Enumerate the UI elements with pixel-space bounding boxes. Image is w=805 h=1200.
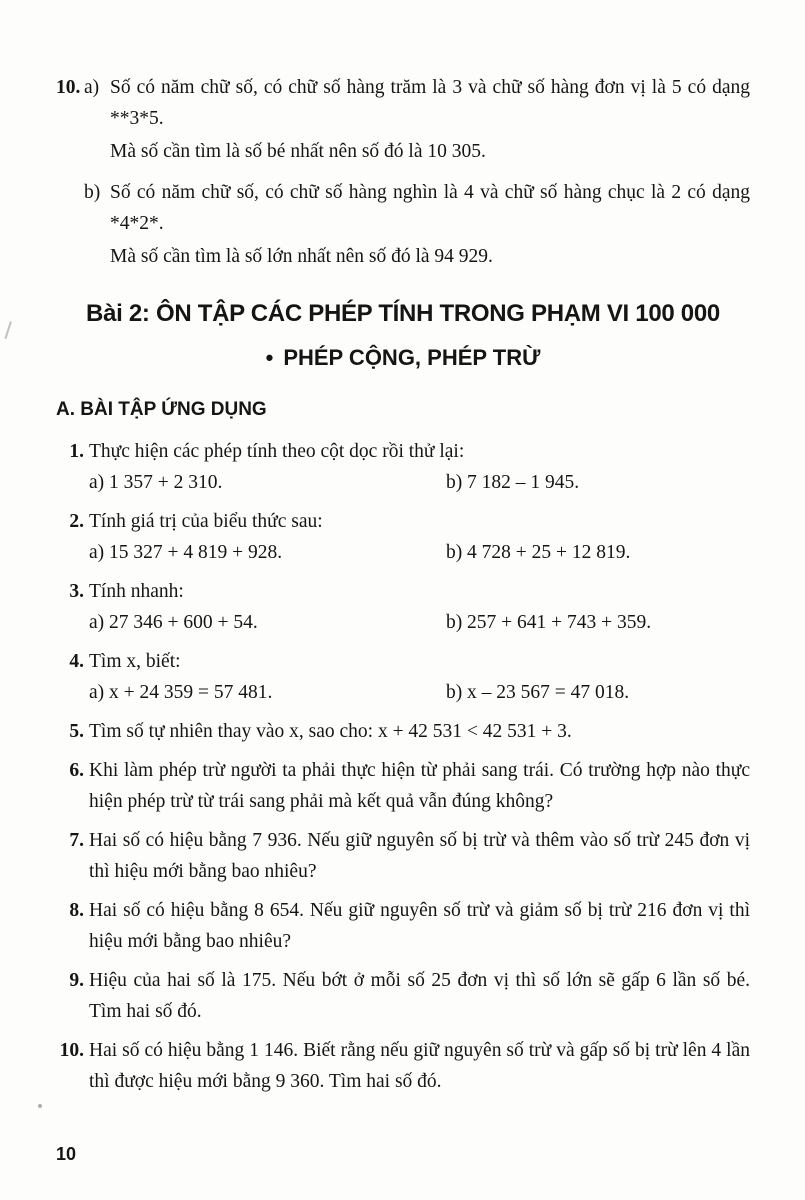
solution-part-b-note: Mà số cần tìm là số lớn nhất nên số đó là 94 929.	[110, 246, 493, 267]
exercise-4-part-b: b) x – 23 567 = 47 018.	[445, 682, 630, 703]
exercise-2-number: 2.	[69, 511, 84, 532]
exercise-5-stem: Tìm số tự nhiên thay vào x, sao cho: x + 42 531 < 42 531 + 3.	[89, 721, 572, 742]
exercise-3-part-a: a) 27 346 + 600 + 54.	[89, 612, 258, 633]
solution-part-a-label: a)	[84, 77, 100, 98]
exercise-6-stem: Khi làm phép trừ người ta phải thực hiện từ phải sang trái. Có trường hợp nào thực hiện phép trừ từ trái sang phải mà kết quả vẫn đúng không?	[89, 760, 750, 812]
exercise-6-number: 6.	[69, 760, 84, 781]
exercise-8-number: 8.	[69, 900, 84, 921]
bullet-icon: •	[265, 345, 274, 370]
exercise-5-number: 5.	[69, 721, 84, 742]
page-number: 10	[56, 1144, 77, 1164]
solution-number: 10.	[56, 77, 81, 98]
solution-part-a-note: Mà số cần tìm là số bé nhất nên số đó là 10 305.	[110, 141, 486, 162]
exercise-10-number: 10.	[59, 1040, 84, 1061]
exercise-9-number: 9.	[69, 970, 84, 991]
solution-part-b-label: b)	[84, 182, 101, 203]
lesson-subtitle	[56, 342, 750, 374]
exercise-1-number: 1.	[69, 441, 84, 462]
exercise-6	[56, 755, 750, 817]
exercise-4-number: 4.	[69, 651, 84, 672]
solution-block	[56, 72, 750, 272]
exercise-8	[56, 895, 750, 957]
exercise-3-part-b: b) 257 + 641 + 743 + 359.	[445, 612, 652, 633]
lesson-subtitle-text: PHÉP CỘNG, PHÉP TRỪ	[283, 345, 541, 370]
exercise-2	[56, 506, 750, 568]
exercise-8-stem: Hai số có hiệu bằng 8 654. Nếu giữ nguyên số trừ và giảm số bị trừ 216 đơn vị thì hiệu mới bằng bao nhiêu?	[89, 900, 750, 952]
solution-part-a-text: Số có năm chữ số, có chữ số hàng trăm là 3 và chữ số hàng đơn vị là 5 có dạng **3*5.	[110, 77, 750, 129]
scan-artifact-dot	[38, 1104, 42, 1108]
solution-part-b-text: Số có năm chữ số, có chữ số hàng nghìn là 4 và chữ số hàng chục là 2 có dạng *4*2*.	[110, 182, 750, 234]
solution-part-b	[56, 177, 750, 272]
exercise-7-number: 7.	[69, 830, 84, 851]
exercise-4-stem: Tìm x, biết:	[89, 651, 181, 672]
exercise-10-stem: Hai số có hiệu bằng 1 146. Biết rằng nếu giữ nguyên số trừ và gấp số bị trừ lên 4 lần thì được hiệu mới bằng 9 360. Tìm hai số đó.	[89, 1040, 750, 1092]
exercise-3-number: 3.	[69, 581, 84, 602]
exercise-3-stem: Tính nhanh:	[89, 581, 184, 602]
exercise-9	[56, 965, 750, 1027]
exercise-3	[56, 576, 750, 638]
exercise-7	[56, 825, 750, 887]
solution-number-spacer	[56, 177, 84, 272]
exercise-10	[56, 1035, 750, 1097]
exercise-4	[56, 646, 750, 708]
solution-part-a	[56, 72, 750, 167]
exercise-1-part-a: a) 1 357 + 2 310.	[89, 472, 223, 493]
exercise-2-part-a: a) 15 327 + 4 819 + 928.	[89, 542, 283, 563]
exercise-2-stem: Tính giá trị của biểu thức sau:	[89, 511, 323, 532]
exercise-1	[56, 436, 750, 498]
lesson-title: Bài 2: ÔN TẬP CÁC PHÉP TÍNH TRONG PHẠM VI 100 000	[86, 300, 720, 327]
scan-artifact-mark	[4, 321, 17, 341]
exercise-5	[56, 716, 750, 747]
section-a-title: A. BÀI TẬP ỨNG DỤNG	[56, 399, 267, 420]
exercise-2-part-b: b) 4 728 + 25 + 12 819.	[445, 542, 631, 563]
exercise-9-stem: Hiệu của hai số là 175. Nếu bớt ở mỗi số 25 đơn vị thì số lớn sẽ gấp 6 lần số bé. Tìm hai số đó.	[89, 970, 750, 1022]
exercise-4-part-a: a) x + 24 359 = 57 481.	[89, 682, 273, 703]
exercise-list	[56, 436, 750, 1097]
exercise-1-part-b: b) 7 182 – 1 945.	[445, 472, 580, 493]
exercise-7-stem: Hai số có hiệu bằng 7 936. Nếu giữ nguyên số bị trừ và thêm vào số trừ 245 đơn vị thì hiệu mới bằng bao nhiêu?	[89, 830, 750, 882]
exercise-1-stem: Thực hiện các phép tính theo cột dọc rồi thử lại:	[89, 441, 465, 462]
